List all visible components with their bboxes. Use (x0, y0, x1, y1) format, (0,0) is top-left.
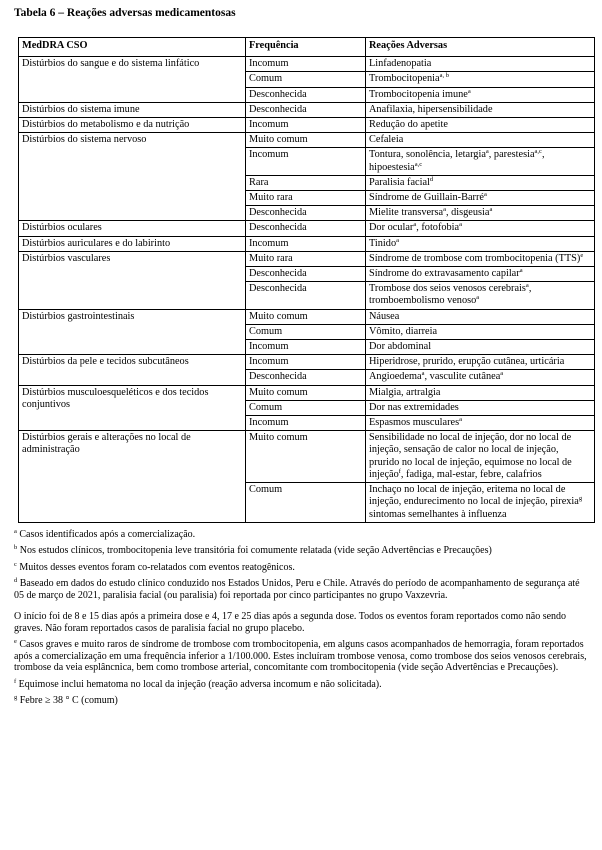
table-row (19, 385, 595, 400)
cell-frequency: Desconhecida (246, 206, 366, 221)
reaction-text: , disgeusia (445, 207, 490, 219)
cell-frequency: Incomum (246, 148, 366, 175)
table-title: Tabela 6 – Reações adversas medicamentosas (14, 7, 236, 19)
footnotes (14, 529, 590, 707)
footnote-text: O início foi de 8 e 15 dias após a primeira dose e 4, 17 e 25 dias após a segunda dose. Todos os eventos foram reportados como não sendo graves. Não foram reportados casos de paralisia facial no grupo placebo. (14, 611, 567, 634)
reaction-text: Linfadenopatia (369, 58, 432, 70)
footnote (14, 639, 590, 674)
footnote-marker: a (443, 206, 446, 214)
footnote-marker: a (396, 236, 399, 244)
cell-reactions (366, 87, 595, 102)
reaction-text: Síndrome de trombose com trombocitopenia (TTS) (369, 252, 581, 264)
reaction-text: , parestesia (488, 149, 535, 161)
footnote-marker: a (525, 282, 529, 290)
footnote-mark: b (14, 544, 18, 552)
cell-soc: Distúrbios do sistema nervoso (19, 133, 246, 221)
cell-reactions (366, 57, 595, 72)
footnote (14, 562, 590, 574)
footnote-marker: a,c (414, 160, 423, 168)
reaction-text: Redução do apetite (369, 119, 448, 131)
reaction-text: Náusea (369, 310, 400, 322)
cell-reactions (366, 148, 595, 175)
cell-reactions (366, 191, 595, 206)
cell-frequency: Incomum (246, 416, 366, 431)
reaction-text: sintomas semelhantes à influenza (369, 508, 507, 520)
cell-reactions (366, 175, 595, 190)
reaction-text: Trombocitopenia (369, 73, 440, 85)
reaction-text: Síndrome do extravasamento capilar (369, 268, 520, 280)
reaction-text: Angioedema (369, 371, 422, 383)
reaction-text: Dor ocular (369, 222, 414, 234)
reaction-text: , fotofobia (416, 222, 460, 234)
footnote-marker: a (485, 148, 489, 156)
footnote-text: Equimose inclui hematoma no local da injeção (reação adversa incomum e não solicitada). (18, 678, 382, 690)
footnote-marker: d (429, 175, 434, 183)
cell-soc: Distúrbios do sistema imune (19, 102, 246, 117)
footnote-marker: a (459, 221, 463, 229)
cell-frequency: Incomum (246, 57, 366, 72)
footnote (14, 695, 590, 707)
footnote-text: Casos graves e muito raros de síndrome de trombose com trombocitopenia, em alguns casos acompanhados de hemorragia, foram reportados após a comercialização em uma frequência inferior a 1/100.000. Estes incluíram trombose venosa, como trombose dos seios venosos cerebrais, trombose da veia esplâncnica, bem como trombose arterial, concomitante com trombocitopenia (vide seção Advertências e Precauções). (14, 639, 587, 674)
footnote-text: Muitos desses eventos foram co-relatados com eventos reatogênicos. (19, 561, 295, 573)
table-header-row (19, 38, 595, 57)
cell-frequency: Muito rara (246, 251, 366, 266)
footnote-marker: a (413, 221, 417, 229)
reaction-text: Dor abdominal (369, 341, 432, 353)
footnote-mark: g (14, 694, 18, 702)
footnote-text: Febre ≥ 38 ° C (comum) (19, 695, 118, 707)
cell-frequency: Incomum (246, 355, 366, 370)
footnote-text: Nos estudos clínicos, trombocitopenia leve transitória foi comumente relatada (vide seção Advertências e Precauções) (19, 545, 492, 557)
reaction-text: Dor nas extremidades (369, 401, 459, 413)
footnote-marker: a (459, 416, 462, 424)
reaction-text: Tinido (369, 237, 397, 249)
cell-reactions (366, 324, 595, 339)
cell-soc: Distúrbios musculoesqueléticos e dos tecidos conjuntivos (19, 385, 246, 431)
cell-frequency: Incomum (246, 118, 366, 133)
cell-reactions (366, 133, 595, 148)
footnote-marker: g (578, 495, 583, 503)
reaction-text: Espasmos musculares (369, 417, 460, 429)
footnote-mark: c (14, 560, 17, 568)
reaction-text: Síndrome de Guillain-Barré (369, 192, 484, 204)
footnote-mark: d (14, 577, 18, 585)
reaction-text: Tontura, sonolência, letargia (369, 149, 486, 161)
footnote-marker: f (398, 467, 401, 475)
cell-soc: Distúrbios oculares (19, 221, 246, 236)
cell-frequency: Rara (246, 175, 366, 190)
reaction-text: Mialgia, artralgia (369, 386, 441, 398)
footnote-marker: a (500, 370, 504, 378)
header-reactions: Reações Adversas (366, 38, 595, 57)
cell-reactions (366, 400, 595, 415)
document (14, 6, 590, 712)
footnote (14, 578, 590, 601)
adverse-reactions-table (18, 37, 595, 523)
reaction-text: , tromboembolismo venoso (369, 283, 532, 307)
cell-reactions (366, 340, 595, 355)
table-row (19, 221, 595, 236)
cell-frequency: Desconhecida (246, 282, 366, 309)
table-row (19, 309, 595, 324)
reaction-text: Anafilaxia, hipersensibilidade (369, 103, 493, 115)
reaction-text: , vasculite cutânea (424, 371, 501, 383)
cell-reactions (366, 251, 595, 266)
cell-frequency: Muito comum (246, 133, 366, 148)
table-row (19, 133, 595, 148)
cell-reactions (366, 370, 595, 385)
reaction-text: Mielite transversa (369, 207, 444, 219)
cell-reactions (366, 282, 595, 309)
cell-frequency: Desconhecida (246, 267, 366, 282)
reaction-text: , fadiga, mal-estar, febre, calafrios (400, 468, 542, 480)
cell-frequency: Muito comum (246, 309, 366, 324)
footnote (14, 611, 590, 634)
reaction-text: Cefaleia (369, 134, 404, 146)
footnote-marker: a (467, 87, 471, 95)
cell-soc: Distúrbios vasculares (19, 251, 246, 309)
cell-reactions (366, 416, 595, 431)
cell-reactions (366, 309, 595, 324)
footnote-mark: e (14, 638, 17, 646)
cell-frequency: Desconhecida (246, 370, 366, 385)
table-row (19, 57, 595, 72)
cell-soc: Distúrbios do sangue e do sistema linfático (19, 57, 246, 103)
cell-reactions (366, 221, 595, 236)
footnote-marker: e (580, 251, 584, 259)
cell-soc: Distúrbios auriculares e do labirinto (19, 236, 246, 251)
footnote-marker: a, b (439, 72, 449, 80)
footnote-text: Casos identificados após a comercialização. (19, 528, 196, 540)
cell-soc: Distúrbios da pele e tecidos subcutâneos (19, 355, 246, 385)
footnote (14, 545, 590, 557)
reaction-text: Vômito, diarreia (369, 325, 438, 337)
footnote-marker: a (483, 191, 487, 199)
cell-frequency: Muito comum (246, 385, 366, 400)
cell-reactions (366, 355, 595, 370)
cell-frequency: Incomum (246, 236, 366, 251)
header-soc: MedDRA CSO (19, 38, 246, 57)
footnote-marker: a (519, 267, 523, 275)
footnote-mark: a (14, 527, 17, 535)
cell-frequency: Desconhecida (246, 221, 366, 236)
cell-frequency: Incomum (246, 340, 366, 355)
cell-reactions (366, 267, 595, 282)
cell-frequency: Muito rara (246, 191, 366, 206)
cell-frequency: Muito comum (246, 431, 366, 483)
table-row (19, 251, 595, 266)
cell-reactions (366, 431, 595, 483)
cell-frequency: Desconhecida (246, 102, 366, 117)
table-row (19, 355, 595, 370)
footnote-marker: a (476, 294, 480, 302)
reaction-text: Sensibilidade no local de injeção, dor no local de injeção, sensação de calor no local de injeção, prurido no local de injeção, equimose no local de injeção (369, 432, 572, 480)
cell-reactions (366, 102, 595, 117)
table-body (19, 57, 595, 523)
footnote-marker: a,c (534, 148, 542, 156)
reaction-text: Inchaço no local de injeção, eritema no local de injeção, endurecimento no local de injeção, pirexia (369, 484, 579, 508)
cell-frequency: Comum (246, 400, 366, 415)
header-frequency: Frequência (246, 38, 366, 57)
cell-frequency: Comum (246, 483, 366, 523)
cell-reactions (366, 385, 595, 400)
footnote-marker: a (421, 370, 425, 378)
cell-soc: Distúrbios gastrointestinais (19, 309, 246, 355)
table-row (19, 118, 595, 133)
reaction-text: Paralisia facial (369, 176, 430, 188)
cell-reactions (366, 483, 595, 523)
table-row (19, 102, 595, 117)
cell-frequency: Comum (246, 72, 366, 87)
reaction-text: Trombose dos seios venosos cerebrais (369, 283, 526, 295)
reaction-text: Hiperidrose, prurido, erupção cutânea, urticária (369, 356, 565, 368)
cell-frequency: Desconhecida (246, 87, 366, 102)
footnote-mark: f (14, 677, 17, 685)
footnote-text: Baseado em dados do estudo clínico conduzido nos Estados Unidos, Peru e Chile. Através do período de acompanhamento de segurança até 05 de março de 2021, paralisia facial (ou paralisia) foi reportada por cinco participantes no grupo Vaxzevria. (14, 578, 580, 601)
cell-reactions (366, 206, 595, 221)
table-row (19, 236, 595, 251)
cell-soc: Distúrbios do metabolismo e da nutrição (19, 118, 246, 133)
cell-reactions (366, 118, 595, 133)
cell-soc: Distúrbios gerais e alterações no local de administração (19, 431, 246, 522)
table-row (19, 431, 595, 483)
cell-frequency: Comum (246, 324, 366, 339)
footnote (14, 679, 590, 691)
cell-reactions (366, 72, 595, 87)
cell-reactions (366, 236, 595, 251)
reaction-text: , hipoestesia (369, 149, 545, 173)
footnote-marker: a (489, 206, 493, 214)
footnote (14, 529, 590, 541)
reaction-text: Trombocitopenia imune (369, 88, 468, 100)
